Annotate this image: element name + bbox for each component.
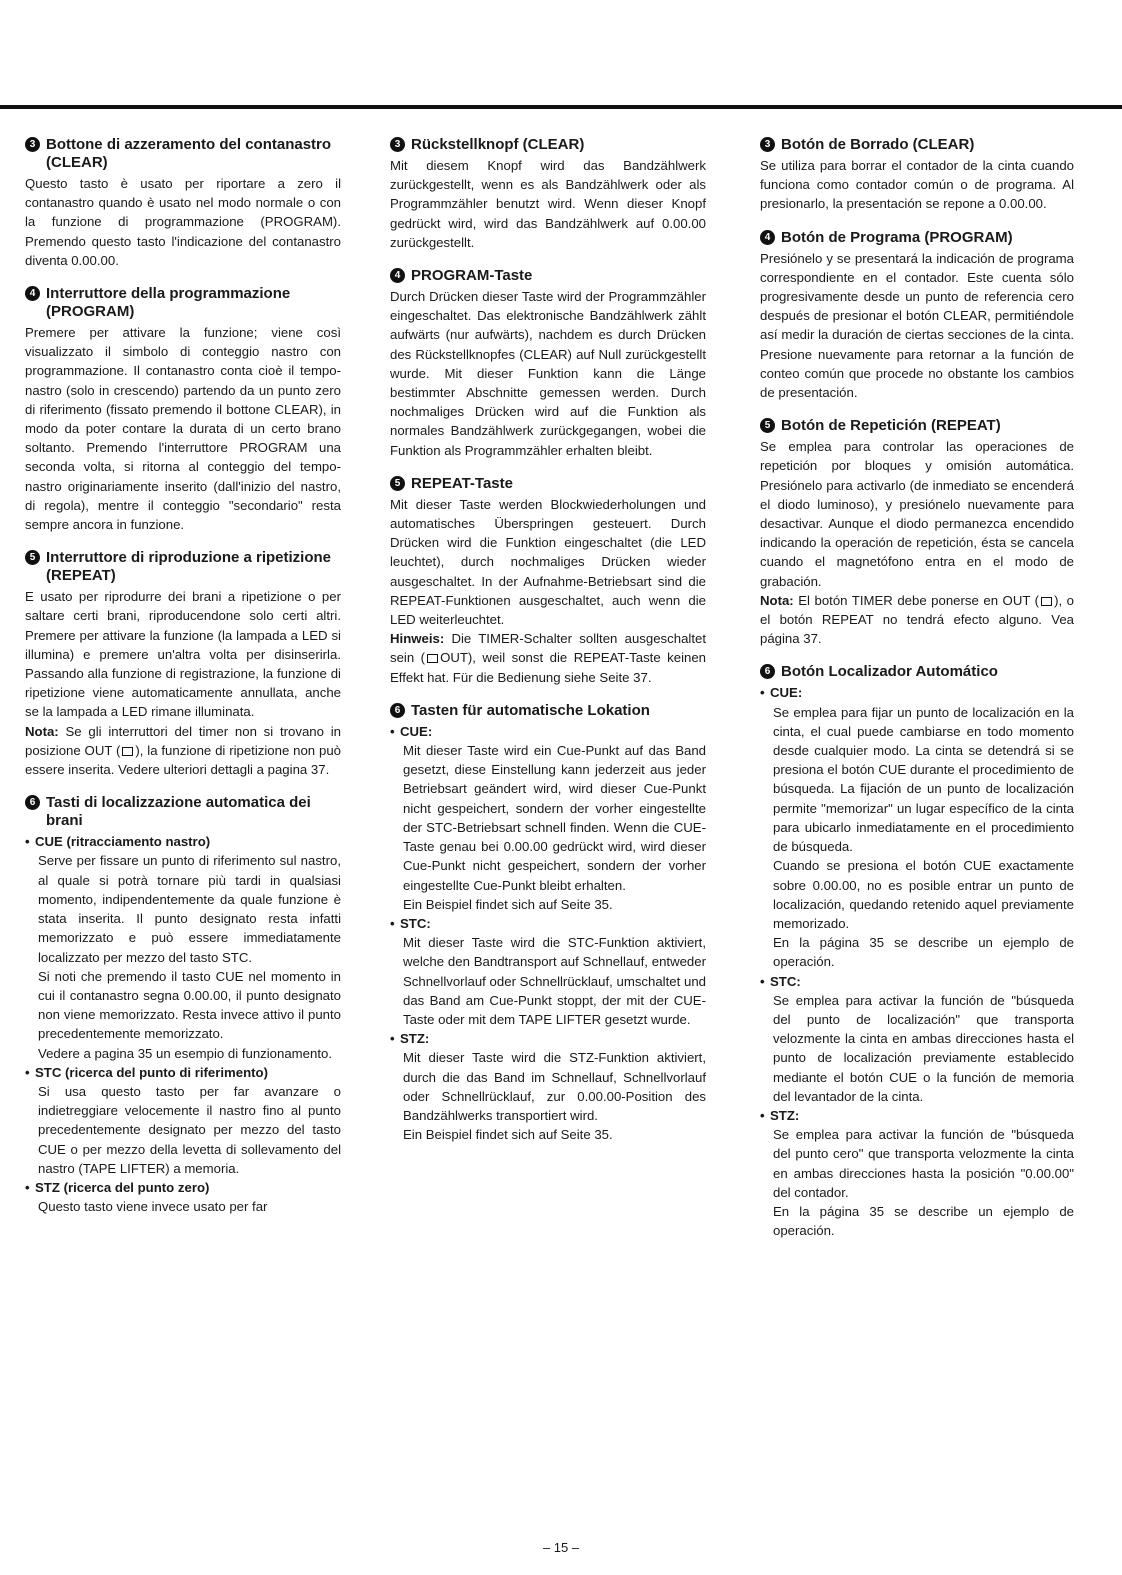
number-3-icon: 3 [390, 137, 405, 152]
de-section-locate [390, 702, 706, 1144]
es-stz-title [760, 1106, 1074, 1125]
de-stz-title [390, 1029, 706, 1048]
es-clear-title: Botón de Borrado (CLEAR) [781, 136, 975, 153]
it-stz-p1: Questo tasto viene invece usato per far [38, 1199, 268, 1215]
es-section-locate [760, 663, 1074, 1240]
it-locate-heading [25, 794, 341, 830]
bullet-icon: • [390, 723, 395, 739]
bullet-icon: • [25, 1064, 30, 1080]
bullet-icon: • [760, 1107, 765, 1123]
it-stc-p1: Si usa questo tasto per far avanzare o indietreggiare velocemente il nastro fino al punto precedentemente designato per mezzo del tasto CUE o per mezzo della levetta di sollevamento del nastro (TAPE LIFTER) a memoria. [38, 1083, 341, 1176]
top-rule [0, 105, 1122, 109]
es-section-clear [760, 136, 1074, 214]
bullet-icon: • [25, 834, 30, 850]
es-clear-body: Se utiliza para borrar el contador de la cinta cuando funciona como contador común o de programa. Al presionarlo, la presentación se repone a 0.00.00. [760, 158, 1074, 212]
it-cue-title-text: CUE (ritracciamento nastro) [35, 834, 211, 850]
it-section-program [25, 285, 341, 534]
es-repeat-title: Botón de Repetición (REPEAT) [781, 417, 1001, 435]
es-repeat-heading [760, 417, 1074, 435]
italian-column [25, 136, 341, 1231]
de-program-heading [390, 267, 706, 285]
it-section-repeat [25, 549, 341, 779]
de-note-after: OUT), weil sonst die REPEAT-Taste keinen Effekt hat. Für die Bedienung siehe Seite 37. [390, 650, 706, 685]
es-stz-title-text: STZ: [770, 1107, 800, 1123]
de-program-body: Durch Drücken dieser Taste wird der Programmzähler eingeschaltet. Das elektronische Bandzählwerk zählt aufwärts (nur aufwärts), nachdem es durch Drücken des Rückstellknopfes (CLEAR) auf Null zurückgestellt wurde. Mit dieser Funktion kann die Länge bestimmter Abschnitte gemessen werden. Durch nochmaliges Drücken wird auf die Funktion als normales Bandzählwerk zurückgegangen, wobei die Funktion als Programmzähler erhalten bleibt. [390, 289, 706, 458]
de-clear-body: Mit diesem Knopf wird das Bandzählwerk zurückgestellt, wenn es als Bandzählwerk oder als Programmzähler benutzt wird. Wenn dieser Knopf gedrückt wird, wird das Bandzählwerk auf 0.00.00 zurückgestellt. [390, 158, 706, 250]
de-stz-title-text: STZ: [400, 1031, 430, 1047]
es-cue-p3: En la página 35 se describe un ejemplo de operación. [773, 935, 1074, 970]
de-stc-title [390, 914, 706, 933]
de-stc-p1: Mit dieser Taste wird die STC-Funktion aktiviert, welche den Bandtransport auf Schnellauf, entweder Schnellvorlauf oder Schnellrücklauf, umschaltet und das Band am Cue-Punkt stoppt, der mit der CUE-Taste oder mit dem TAPE LIFTER gesetzt wurde. [403, 935, 706, 1027]
it-stz-title-text: STZ (ricerca del punto zero) [35, 1179, 210, 1195]
de-repeat-body: Mit dieser Taste werden Blockwiederholungen und automatisches Überspringen gesteuert. Durch Drücken wird die Funktion eingeschaltet (die LED leuchtet), durch nochmaliges Drücken wieder ausgeschaltet. In der Aufnahme-Betriebsart sind die REPEAT-Funktionen ausgeschaltet, auch wenn die LED weiterleuchtet. [390, 496, 706, 628]
bullet-icon: • [25, 1179, 30, 1195]
it-repeat-title: Interruttore di riproduzione a ripetizione (REPEAT) [46, 549, 332, 585]
it-cue-p3: Vedere a pagina 35 un esempio di funzionamento. [38, 1045, 333, 1061]
es-cue-p1: Se emplea para fijar un punto de localización en la cinta, el cual puede cambiarse en todo momento desde cualquier modo. La cinta se detendrá si se presiona el botón CUE durante el procedimiento de búsqueda. La fijación de un punto de localización permite "memorizar" un lugar específico de la cinta para ubicarlo inmediatamente en el procedimiento de búsqueda. [773, 704, 1074, 855]
de-cue-p1: Mit dieser Taste wird ein Cue-Punkt auf das Band gesetzt, diese Einstellung kann jederzeit aus jeder Betriebsart geändert wird, wird dieser Cue-Punkt nicht gespeichert, sondern der vorher eingestellte der STC-Betriebsart schnell finden. Wenn die CUE-Taste genau bei 0.00.00 gedrückt wird, wird dieser Cue-Punkt nicht gespeichert, sondern der vorher eingestellte Cue-Punkt bleibt erhalten. [403, 743, 706, 893]
number-6-icon: 6 [760, 664, 775, 679]
de-section-repeat [390, 475, 706, 687]
de-note-before: Die TIMER-Schalter sollten ausgeschaltet sein ( [390, 631, 706, 666]
es-note-label: Nota: [760, 592, 794, 608]
it-clear-body: Questo tasto è usato per riportare a zero il contanastro quando è usato nel modo normale o con la funzione di programmazione (PROGRAM). Premendo questo tasto l'indicazione del contanastro diventa 0.00.00. [25, 176, 341, 268]
number-5-icon: 5 [760, 418, 775, 433]
de-clear-heading [390, 136, 706, 154]
es-program-title: Botón de Programa (PROGRAM) [781, 228, 1013, 246]
de-section-clear [390, 136, 706, 252]
it-note-label: Nota: [25, 723, 59, 739]
page-number: – 15 – [542, 1540, 580, 1555]
de-cue-p2: Ein Beispiel findet sich auf Seite 35. [403, 896, 613, 912]
es-program-heading [760, 229, 1074, 247]
it-stc-title [25, 1063, 341, 1082]
it-cue-p1: Serve per fissare un punto di riferimento sul nastro, al quale si potrà tornare più tardi in qualsiasi momento, indipendentemente da quale funzione è stata inserita. Il punto designato resta infatti memorizzato e può essere immediatamente localizzato per mezzo del tasto STC. [38, 853, 341, 965]
spanish-column [760, 136, 1074, 1255]
de-locate-title: Tasten für automatische Lokation [411, 701, 650, 719]
de-program-title: PROGRAM-Taste [411, 267, 533, 285]
es-cue-p2: Cuando se presiona el botón CUE exactamente sobre 0.00.00, no es posible entrar un punto de localización, quedando retenido aquel previamente memorizado. [773, 858, 1074, 931]
it-section-locate [25, 794, 341, 1216]
square-icon [122, 747, 133, 756]
es-cue-title-text: CUE: [770, 685, 803, 701]
es-note-before: El botón TIMER debe ponerse en OUT ( [798, 592, 1040, 608]
number-4-icon: 4 [760, 230, 775, 245]
es-stz-p1: Se emplea para activar la función de "búsqueda del punto cero" que transporta velozmente la cinta en ambas direcciones hasta la posición "0.00.00" del contador. [773, 1127, 1074, 1200]
square-icon [427, 654, 438, 663]
de-cue-title-text: CUE: [400, 723, 433, 739]
german-column [390, 136, 706, 1159]
it-note-before: Se gli interruttori del timer non si trovano in posizione OUT ( [25, 723, 341, 758]
de-clear-title: Rückstellknopf (CLEAR) [411, 136, 585, 153]
es-repeat-note [760, 591, 1074, 649]
it-repeat-heading [25, 549, 341, 585]
de-repeat-note [390, 629, 706, 687]
it-cue-p2: Si noti che premendo il tasto CUE nel momento in cui il contanastro segna 0.00.00, il punto designato non viene memorizzato. Resta invece attivo il punto precedentemente memorizzato. [38, 968, 341, 1042]
es-stc-p1: Se emplea para activar la función de "búsqueda del punto de localización" que transporta velozmente la cinta en ambas direcciones hasta el punto de localización previamente establecido mediante el botón CUE o la función de memoria del levantador de la cinta. [773, 992, 1074, 1104]
es-locate-heading [760, 663, 1074, 681]
it-locate-title: Tasti di localizzazione automatica dei brani [46, 794, 311, 830]
bullet-icon: • [390, 1031, 395, 1047]
es-stz-p2: En la página 35 se describe un ejemplo de operación. [773, 1203, 1074, 1239]
it-cue-title [25, 832, 341, 851]
it-note-after: ), la funzione di ripetizione non può essere inserita. Vedere ulteriori dettagli a pagina 37. [25, 742, 341, 778]
de-stz-p2: Ein Beispiel findet sich auf Seite 35. [403, 1127, 613, 1143]
bullet-icon: • [390, 915, 395, 931]
de-section-program [390, 267, 706, 460]
number-4-icon: 4 [390, 268, 405, 283]
es-clear-heading [760, 136, 1074, 154]
bullet-icon: • [760, 973, 765, 989]
de-note-label: Hinweis: [390, 631, 445, 647]
number-6-icon: 6 [25, 795, 40, 810]
es-note-after: ), o el botón REPEAT no tendrá efecto alguno. Vea página 37. [760, 592, 1074, 647]
it-stc-title-text: STC (ricerca del punto di riferimento) [35, 1064, 269, 1080]
de-repeat-title: REPEAT-Taste [411, 474, 513, 492]
it-program-body: Premere per attivare la funzione; viene così visualizzato il simbolo di conteggio nastro con programmazione. Il contanastro conta cioè il tempo-nastro (solo in crescendo) partendo da un punto zero di riferimento (fissato premendo il bottone CLEAR), in modo da poter contare la durata di un certo brano soltanto. Premendo l'interruttore PROGRAM una seconda volta, si ritorna al conteggio del tempo-nastro originariamente inserito (dall'inizio del nastro, di regola), mentre il conteggio "secondario" resta sempre ancora in funzione. [25, 325, 341, 533]
es-cue-title [760, 683, 1074, 702]
number-5-icon: 5 [25, 550, 40, 565]
es-stc-title [760, 972, 1074, 991]
de-stc-title-text: STC: [400, 915, 431, 931]
es-program-body: Presiónelo y se presentará la indicación de programa correspondiente en el contador. Este cuenta sólo progresivamente desde un punto de referencia cero después de presionar el botón CLEAR, permitiéndole así medir la duración de ciertas secciones de la cinta. Presione nuevamente para retornar a la función de conteo común que procede no obstante los cambios de presentación. [760, 250, 1074, 401]
es-repeat-body: Se emplea para controlar las operaciones de repetición por bloques y omisión automática. Presiónelo para activarlo (de inmediato se encenderá el diodo luminoso), y presiónelo nuevamente para desactivar. Aunque el diodo permanezca encendido indicando la operación de repetición, ésta se cancela cuando el magnetófono entra en el modo de grabación. [760, 439, 1074, 589]
es-stc-title-text: STC: [770, 973, 801, 989]
number-4-icon: 4 [25, 286, 40, 301]
it-repeat-body: E usato per riprodurre dei brani a ripetizione o per saltare certi brani, riproducendone solo certi altri. Premere per attivare la funzione (la lampada a LED si illumina) e premere un'altra volta per disinserirla. Passando alla funzione di registrazione, la funzione di ripetizione viene automaticamente annullata, anche se la lampada a LED rimane illuminata. [25, 589, 341, 720]
es-section-repeat [760, 417, 1074, 648]
square-icon [1041, 597, 1052, 606]
es-locate-title: Botón Localizador Automático [781, 663, 998, 681]
de-cue-title [390, 722, 706, 741]
de-stz-p1: Mit dieser Taste wird die STZ-Funktion aktiviert, durch die das Band im Schnellauf, Schnellvorlauf oder Schnellrücklauf, zur 0.00.00-Position des Bandzählwerks transportiert wird. [403, 1050, 706, 1123]
es-section-program [760, 229, 1074, 403]
de-locate-heading [390, 702, 706, 720]
number-6-icon: 6 [390, 703, 405, 718]
de-repeat-heading [390, 475, 706, 493]
number-3-icon: 3 [760, 137, 775, 152]
it-program-title: Interruttore della programmazione (PROGRAM) [46, 285, 291, 321]
bullet-icon: • [760, 685, 765, 701]
it-clear-heading [25, 136, 341, 172]
number-3-icon: 3 [25, 137, 40, 152]
it-program-heading [25, 285, 341, 321]
it-clear-title: Bottone di azzeramento del contanastro (CLEAR) [46, 136, 332, 171]
it-stz-title [25, 1178, 341, 1197]
number-5-icon: 5 [390, 476, 405, 491]
it-repeat-note [25, 722, 341, 780]
it-section-clear [25, 136, 341, 270]
